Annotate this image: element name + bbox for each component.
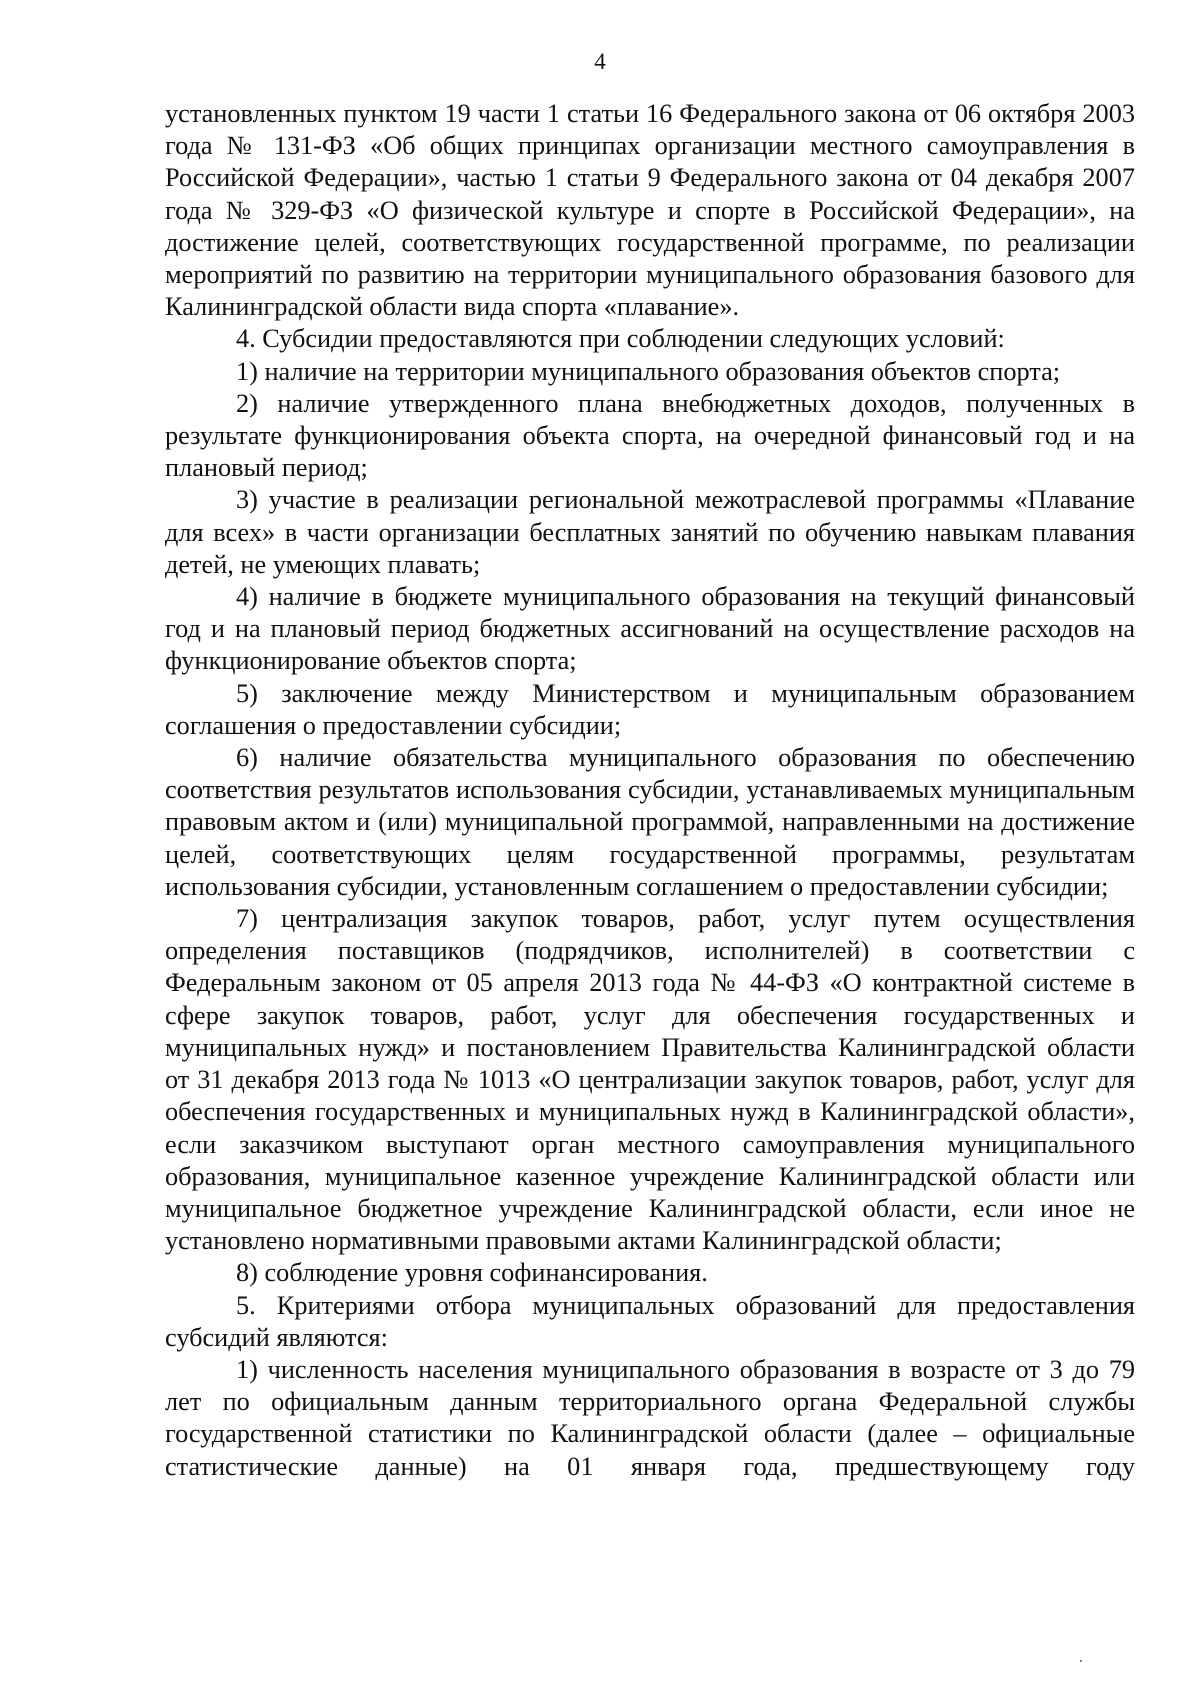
paragraph-intro: установленных пунктом 19 части 1 статьи 16 Федерального закона от 06 октября 2003 года № 131-ФЗ «Об общих принципах организации местного самоуправления в Российской Федерации», частью 1 статьи 9 Федерального закона от 04 декабря 2007 года № 329-ФЗ «О физической культуре и спорте в Российской Федерации», на достижение целей, соответствующих государственной программе, по реализации мероприятий по развитию на территории муниципального образования базового для Калининградской области вида спорта «плавание». (165, 99, 1135, 322)
paragraph-clause-4: 4. Субсидии предоставляются при соблюдении следующих условий: (236, 324, 1005, 354)
page-number: 4 (594, 49, 606, 74)
scan-speck (1080, 1660, 1082, 1662)
paragraph-clause-4-1: 1) наличие на территории муниципального образования объектов спорта; (236, 356, 1061, 386)
paragraph-clause-4-8: 8) соблюдение уровня софинансирования. (236, 1258, 708, 1288)
paragraph-clause-4-3: 3) участие в реализации региональной межотраслевой программы «Плавание для всех» в части организации бесплатных занятий по обучению навыкам плавания детей, не умеющих плавать; (165, 485, 1135, 579)
paragraph-clause-4-5: 5) заключение между Министерством и муниципальным образованием соглашения о предоставлении субсидии; (165, 678, 1135, 740)
paragraph-clause-5: 5. Критериями отбора муниципальных образований для предоставления субсидий являются: (165, 1290, 1135, 1352)
paragraph-clause-4-2: 2) наличие утвержденного плана внебюджетных доходов, полученных в результате функционирования объекта спорта, на очередной финансовый год и на плановый период; (165, 388, 1135, 483)
paragraph-clause-5-1: 1) численность населения муниципального образования в возрасте от 3 до 79 лет по официальным данным территориального органа Федеральной службы государственной статистики по Калининградской области (далее – официальные статистические данные) на 01 января года, предшествующему году (165, 1354, 1135, 1481)
document-body (165, 98, 1135, 1483)
paragraph-clause-4-6: 6) наличие обязательства муниципального образования по обеспечению соответствия результатов использования субсидии, устанавливаемых муниципальным правовым актом и (или) муниципальной программой, направленными на достижение целей, соответствующих целям государственной программы, результатам использования субсидии, установленным соглашением о предоставлении субсидии; (165, 743, 1135, 901)
paragraph-clause-4-4: 4) наличие в бюджете муниципального образования на текущий финансовый год и на плановый период бюджетных ассигнований на осуществление расходов на функционирование объектов спорта; (165, 582, 1135, 676)
paragraph-clause-4-7: 7) централизация закупок товаров, работ, услуг путем осуществления определения поставщиков (подрядчиков, исполнителей) в соответствии с Федеральным законом от 05 апреля 2013 года № 44-ФЗ «О контрактной системе в сфере закупок товаров, работ, услуг для обеспечения государственных и муниципальных нужд» и постановлением Правительства Калининградской области от 31 декабря 2013 года № 1013 «О централизации закупок товаров, работ, услуг для обеспечения государственных и муниципальных нужд в Калининградской области», если заказчиком выступают орган местного самоуправления муниципального образования, муниципальное казенное учреждение Калининградской области или муниципальное бюджетное учреждение Калининградской области, если иное не установлено нормативными правовыми актами Калининградской области; (165, 904, 1135, 1256)
